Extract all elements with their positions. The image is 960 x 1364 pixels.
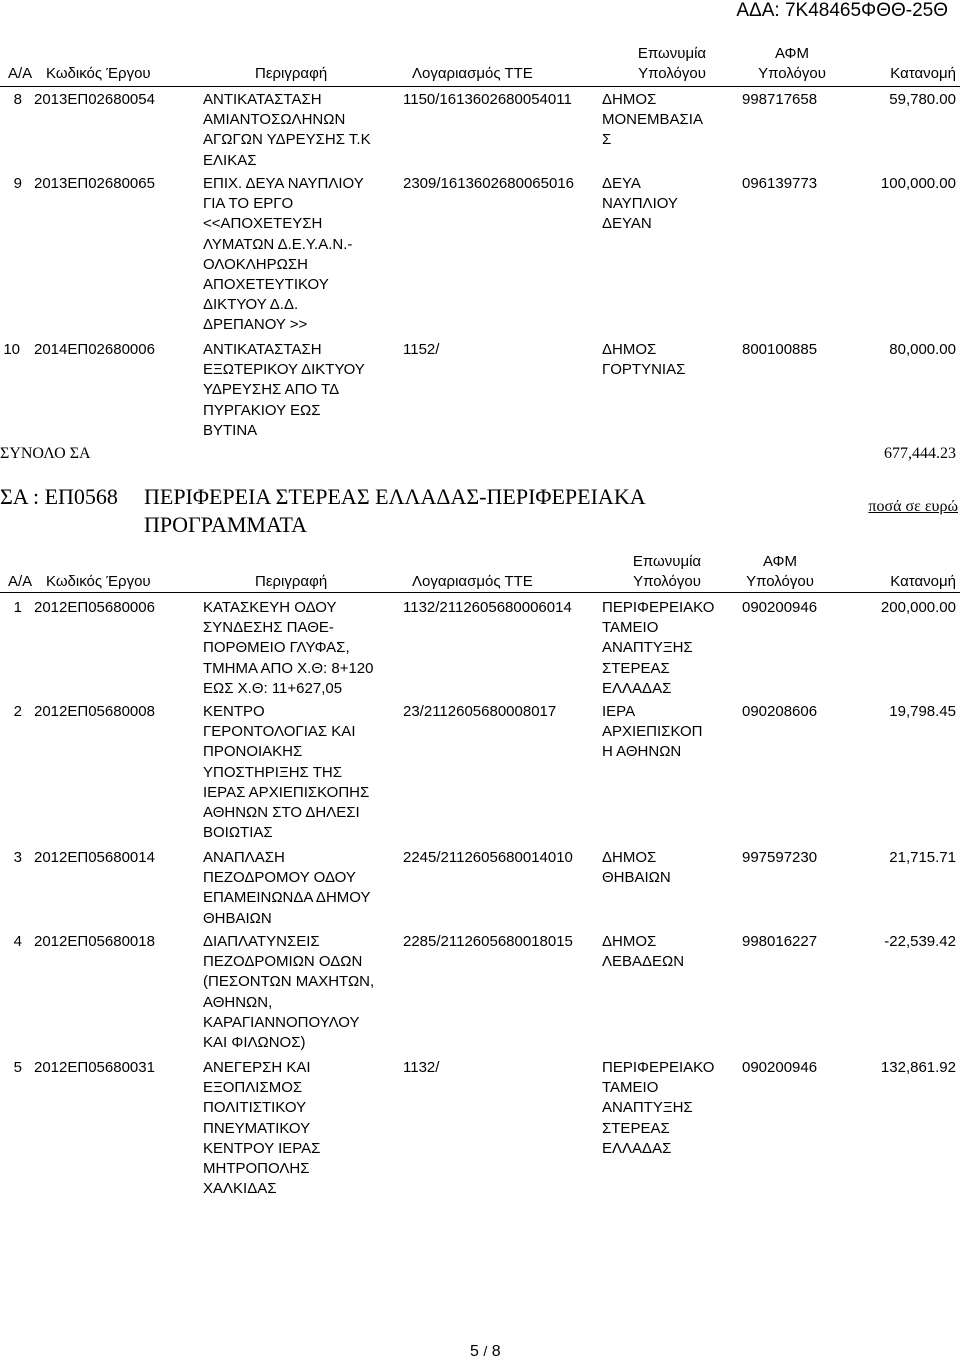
col-afm-l1: ΑΦΜ [762, 553, 798, 570]
cell-afm: 997597230 [742, 849, 818, 866]
cell-aa: 3 [13, 849, 22, 866]
cell-amount: 80,000.00 [889, 341, 956, 358]
cell-aa: 8 [13, 91, 22, 108]
cell-desc: ΑΝΤΙΚΑΤΑΣΤΑΣΗ ΕΞΩΤΕΡΙΚΟΥ ΔΙΚΤΥΟΥ ΥΔΡΕΥΣΗΣ ΑΠΟ ΤΔ ΠΥΡΓΑΚΙΟΥ ΕΩΣ ΒΥΤΙΝΑ [203, 341, 365, 439]
cell-desc: ΑΝΑΠΛΑΣΗ ΠΕΖΟΔΡΟΜΟΥ ΟΔΟΥ ΕΠΑΜΕΙΝΩΝΔΑ ΔΗΜΟΥ ΘΗΒΑΙΩΝ [203, 849, 371, 927]
cell-desc: ΕΠΙΧ. ΔΕΥΑ ΝΑΥΠΛΙΟΥ ΓΙΑ ΤΟ ΕΡΓΟ <<ΑΠΟΧΕΤΕΥΣΗ ΛΥΜΑΤΩΝ Δ.Ε.Υ.Α.Ν.- ΟΛΟΚΛΗΡΩΣΗ ΑΠΟΧΕΤΕΥΤΙΚΟΥ ΔΙΚΤΥΟΥ Δ.Δ. ΔΡΕΠΑΝΟΥ >> [203, 175, 364, 334]
col-code: Κωδικός Έργου [46, 65, 151, 82]
cell-amount: -22,539.42 [884, 933, 956, 950]
cell-afm: 800100885 [742, 341, 818, 358]
sa-label: ΣΑ : ΕΠ0568 [0, 484, 118, 509]
cell-code: 2012ΕΠ05680008 [34, 703, 155, 720]
cell-code: 2012ΕΠ05680018 [34, 933, 155, 950]
cell-afm: 998016227 [742, 933, 818, 950]
cell-account: 2285/2112605680018015 [403, 933, 573, 950]
col-account: Λογαριασμός ΤΤΕ [412, 65, 533, 82]
col-name-l1: Επωνυμία [637, 45, 707, 62]
cell-account: 1152/ [403, 341, 440, 358]
page-total: 8 [491, 1343, 501, 1360]
cell-amount: 132,861.92 [880, 1059, 956, 1076]
cell-name: ΠΕΡΙΦΕΡΕΙΑΚΟ ΤΑΜΕΙΟ ΑΝΑΠΤΥΞΗΣ ΣΤΕΡΕΑΣ ΕΛΛΑΔΑΣ [602, 599, 715, 697]
cell-afm: 998717658 [742, 91, 818, 108]
sa-title: ΠΕΡΙΦΕΡΕΙΑ ΣΤΕΡΕΑΣ ΕΛΛΑΔΑΣ-ΠΕΡΙΦΕΡΕΙΑΚΑ ΠΡΟΓΡΑΜΜΑΤΑ [144, 484, 646, 537]
cell-code: 2012ΕΠ05680014 [34, 849, 155, 866]
cell-account: 1150/1613602680054011 [403, 91, 572, 108]
cell-account: 2245/2112605680014010 [403, 849, 573, 866]
cell-aa: 1 [13, 599, 22, 616]
page-separator: / [483, 1343, 488, 1359]
cell-code: 2014ΕΠ02680006 [34, 341, 155, 358]
cell-name: ΔΗΜΟΣ ΛΕΒΑΔΕΩΝ [602, 933, 685, 971]
header-rule-1 [0, 86, 960, 87]
col-name-l1: Επωνυμία [632, 553, 702, 570]
cell-code: 2013ΕΠ02680065 [34, 175, 155, 192]
cell-name: ΙΕΡΑ ΑΡΧΙΕΠΙΣΚΟΠ Η ΑΘΗΝΩΝ [602, 703, 703, 761]
cell-name: ΔΗΜΟΣ ΘΗΒΑΙΩΝ [602, 849, 671, 887]
table-header-1 [0, 40, 960, 86]
cell-aa: 4 [13, 933, 22, 950]
col-amount: Κατανομή [890, 573, 956, 590]
cell-amount: 200,000.00 [880, 599, 956, 616]
col-afm-l2: Υπολόγου [746, 573, 814, 590]
cell-afm: 090208606 [742, 703, 818, 720]
page-current: 5 [470, 1343, 479, 1360]
cell-name: ΔΗΜΟΣ ΜΟΝΕΜΒΑΣΙΑ Σ [602, 91, 703, 149]
cell-desc: ΚΑΤΑΣΚΕΥΗ ΟΔΟΥ ΣΥΝΔΕΣΗΣ ΠΑΘΕ- ΠΟΡΘΜΕΙΟ ΓΛΥΦΑΣ, ΤΜΗΜΑ ΑΠΟ Χ.Θ: 8+120 ΕΩΣ Χ.Θ: 11+627,05 [203, 599, 374, 697]
col-desc: Περιγραφή [255, 65, 328, 82]
cell-code: 2012ΕΠ05680031 [34, 1059, 155, 1076]
cell-name: ΔΕΥΑ ΝΑΥΠΛΙΟΥ ΔΕΥΑΝ [602, 175, 678, 233]
cell-aa: 9 [13, 175, 22, 192]
col-afm-l2: Υπολόγου [758, 65, 826, 82]
col-name-l2: Υπολόγου [633, 573, 701, 590]
cell-amount: 19,798.45 [889, 703, 956, 720]
col-afm-l1: ΑΦΜ [774, 45, 810, 62]
page-indicator [470, 1343, 501, 1361]
cell-code: 2012ΕΠ05680006 [34, 599, 155, 616]
cell-desc: ΔΙΑΠΛΑΤΥΝΣΕΙΣ ΠΕΖΟΔΡΟΜΙΩΝ ΟΔΩΝ (ΠΕΣΟΝΤΩΝ ΜΑΧΗΤΩΝ, ΑΘΗΝΩΝ, ΚΑΡΑΓΙΑΝΝΟΠΟΥΛΟΥ ΚΑΙ ΦΙΛΩΝΟΣ) [203, 933, 375, 1052]
col-desc: Περιγραφή [255, 573, 328, 590]
cell-afm: 090200946 [742, 1059, 818, 1076]
col-account: Λογαριασμός ΤΤΕ [412, 573, 533, 590]
cell-aa: 5 [13, 1059, 22, 1076]
cell-account: 1132/ [403, 1059, 440, 1076]
cell-account: 2309/1613602680065016 [403, 175, 575, 192]
col-aa: Α/Α [8, 65, 33, 82]
cell-afm: 096139773 [742, 175, 818, 192]
col-code: Κωδικός Έργου [46, 573, 151, 590]
document-id: ΑΔΑ: 7Κ48465ΦΘΘ-25Θ [736, 0, 948, 21]
cell-desc: ΑΝΤΙΚΑΤΑΣΤΑΣΗ ΑΜΙΑΝΤΟΣΩΛΗΝΩΝ ΑΓΩΓΩΝ ΥΔΡΕΥΣΗΣ Τ.Κ ΕΛΙΚΑΣ [203, 91, 371, 169]
col-aa: Α/Α [8, 573, 33, 590]
amount-note: ποσά σε ευρώ [868, 498, 958, 515]
cell-afm: 090200946 [742, 599, 818, 616]
cell-desc: ΚΕΝΤΡΟ ΓΕΡΟΝΤΟΛΟΓΙΑΣ ΚΑΙ ΠΡΟΝΟΙΑΚΗΣ ΥΠΟΣΤΗΡΙΞΗΣ ΤΗΣ ΙΕΡΑΣ ΑΡΧΙΕΠΙΣΚΟΠΗΣ ΑΘΗΝΩΝ ΣΤΟ ΔΗΛΕΣΙ ΒΟΙΩΤΙΑΣ [203, 703, 370, 842]
cell-account: 23/2112605680008017 [403, 703, 557, 720]
cell-amount: 21,715.71 [889, 849, 956, 866]
header-rule-2 [0, 592, 960, 593]
cell-amount: 100,000.00 [880, 175, 956, 192]
section-total-label: ΣΥΝΟΛΟ ΣΑ [0, 445, 91, 462]
cell-name: ΔΗΜΟΣ ΓΟΡΤΥΝΙΑΣ [602, 341, 686, 379]
cell-amount: 59,780.00 [889, 91, 956, 108]
cell-name: ΠΕΡΙΦΕΡΕΙΑΚΟ ΤΑΜΕΙΟ ΑΝΑΠΤΥΞΗΣ ΣΤΕΡΕΑΣ ΕΛΛΑΔΑΣ [602, 1059, 715, 1157]
cell-desc: ΑΝΕΓΕΡΣΗ ΚΑΙ ΕΞΟΠΛΙΣΜΟΣ ΠΟΛΙΤΙΣΤΙΚΟΥ ΠΝΕΥΜΑΤΙΚΟΥ ΚΕΝΤΡΟΥ ΙΕΡΑΣ ΜΗΤΡΟΠΟΛΗΣ ΧΑΛΚΙΔΑΣ [203, 1059, 321, 1198]
cell-aa: 2 [13, 703, 22, 720]
cell-aa: 10 [3, 341, 20, 358]
cell-account: 1132/2112605680006014 [403, 599, 572, 616]
table-header-2 [0, 548, 960, 592]
cell-code: 2013ΕΠ02680054 [34, 91, 155, 108]
col-amount: Κατανομή [890, 65, 956, 82]
col-name-l2: Υπολόγου [638, 65, 706, 82]
section-total-value: 677,444.23 [884, 445, 956, 462]
